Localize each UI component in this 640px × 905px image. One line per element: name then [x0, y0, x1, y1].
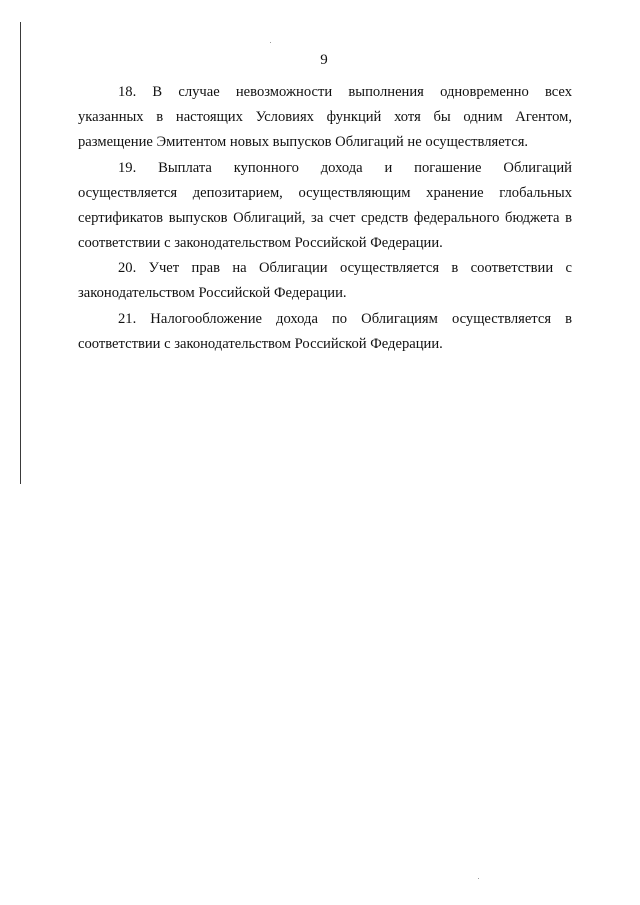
paragraph-line: указанных в настоящих Условиях функций хотя бы одним Агентом,: [78, 109, 572, 125]
paragraph-line: 21. Налогообложение дохода по Облигациям осуществляется в: [118, 311, 572, 327]
paragraph-line: 20. Учет прав на Облигации осуществляется в соответствии с: [118, 260, 572, 276]
paragraph-18: [78, 80, 572, 155]
paragraph-line: соответствии с законодательством Российской Федерации.: [78, 336, 443, 352]
paragraph-line: 18. В случае невозможности выполнения одновременно всех: [118, 84, 572, 100]
paragraph-line: размещение Эмитентом новых выпусков Облигаций не осуществляется.: [78, 134, 529, 150]
scan-speck: [478, 878, 479, 879]
paragraph-line: 19. Выплата купонного дохода и погашение Облигаций: [118, 160, 572, 176]
paragraph-21: [78, 307, 572, 357]
scan-speck: [270, 42, 271, 43]
paragraph-line: осуществляется депозитарием, осуществляющим хранение глобальных: [78, 185, 572, 201]
paragraph-19: [78, 156, 572, 256]
page-number: 9: [320, 52, 328, 68]
paragraph-line: сертификатов выпусков Облигаций, за счет средств федерального бюджета в: [78, 210, 572, 226]
paragraph-line: соответствии с законодательством Российской Федерации.: [78, 235, 443, 251]
left-margin-rule: [20, 22, 21, 484]
paragraph-20: [78, 256, 572, 306]
paragraph-line: законодательством Российской Федерации.: [78, 285, 347, 301]
